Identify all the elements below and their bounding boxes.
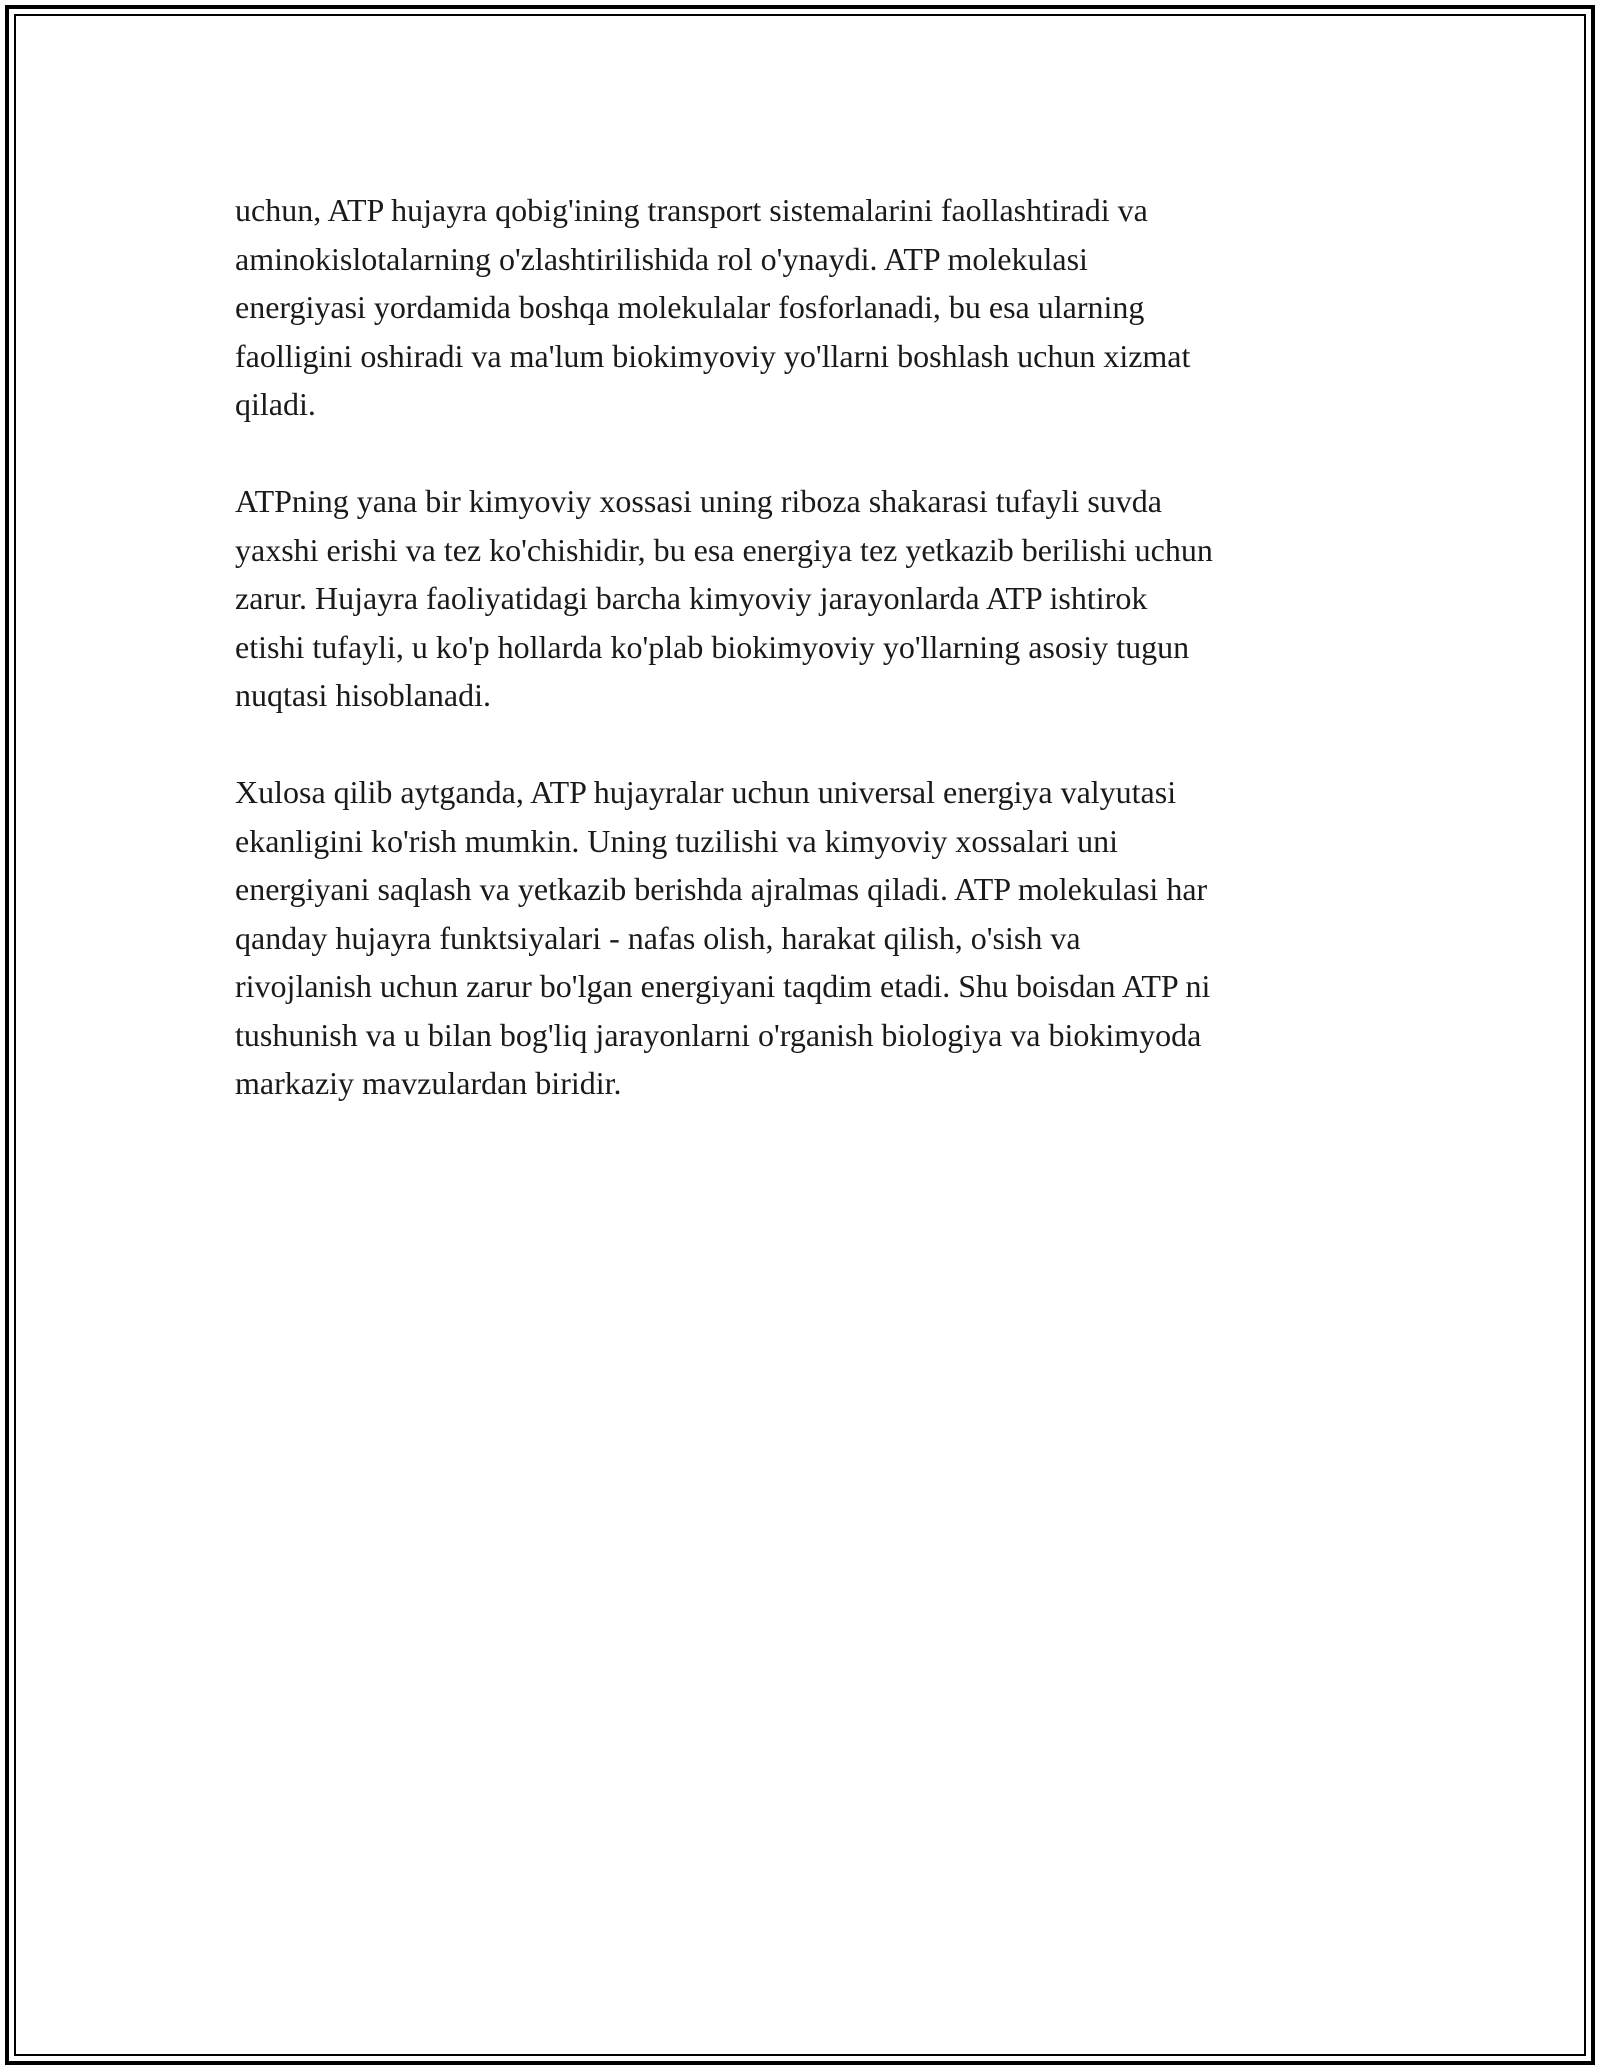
document-body [235,186,1365,1156]
paragraph-1: uchun, ATP hujayra qobig'ining transport sistemalarini faollashtiradi va aminokislotalarning o'zlashtirilishida rol o'ynaydi. ATP molekulasi energiyasi yordamida boshqa molekulalar fosforlanadi, bu esa ularning faolligini oshiradi va ma'lum biokimyoviy yo'llarni boshlash uchun xizmat qiladi. [235,192,1191,422]
paragraph-3: Xulosa qilib aytganda, ATP hujayralar uchun universal energiya valyutasi ekanligini ko'rish mumkin. Uning tuzilishi va kimyoviy xossalari uni energiyani saqlash va yetkazib berishda ajralmas qiladi. ATP molekulasi har qanday hujayra funktsiyalari - nafas olish, harakat qilish, o'sish va rivojlanish uchun zarur bo'lgan energiyani taqdim etadi. Shu boisdan ATP ni tushunish va u bilan bog'liq jarayonlarni o'rganish biologiya va biokimyoda markaziy mavzulardan biridir. [235,774,1211,1101]
paragraph-2: ATPning yana bir kimyoviy xossasi uning riboza shakarasi tufayli suvda yaxshi erishi va tez ko'chishidir, bu esa energiya tez yetkazib berilishi uchun zarur. Hujayra faoliyatidagi barcha kimyoviy jarayonlarda ATP ishtirok etishi tufayli, u ko'p hollarda ko'plab biokimyoviy yo'llarning asosiy tugun nuqtasi hisoblanadi. [235,483,1213,713]
